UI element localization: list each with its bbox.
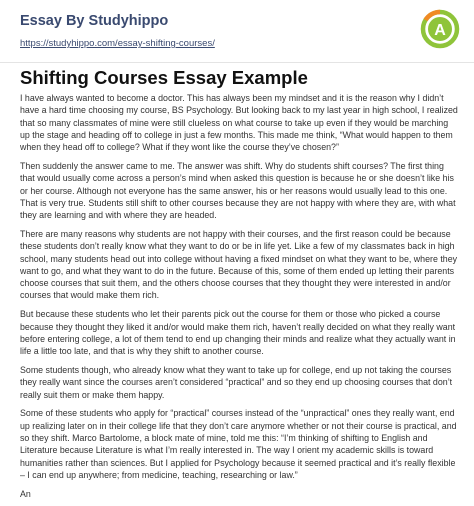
page-title: Shifting Courses Essay Example [20, 67, 308, 88]
paragraph: But because these students who let their parents pick out the course for them or those who picked a course because they thought they liked it and/or would make them rich, haven’t really decided on what they really want before entering college, a lot of them tend to end up changing their minds and realize what they actually want in life a little too late, and that is why they shift to another course. [20, 309, 456, 357]
paragraph: An [20, 488, 31, 499]
paragraph: Some of these students who apply for “practical” courses instead of the “unpractical” ones they really want, end up realizing later on in their college life that they don’t care anymore whether or not their course is practical, and so they shift. Marco Bartolome, a block mate of mine, told me this: “I’m thinking of shifting to English and Literature because Literature is what I’m really interested in. The way I orient my academic skills is toward humanities rather than sciences. But I applied for Psychology because it seemed practical and it’s really flexible – I can end up anywhere; from medicine, teaching, researching or law.” [20, 408, 457, 480]
paragraph: Some students though, who already know what they want to take up for college, end up not taking the courses they really want since the courses aren’t considered “practical” and so they end up choosing courses that don’t really suit them or make them happy. [20, 364, 453, 400]
paragraph: Then suddenly the answer came to me. The answer was shift. Why do students shift courses? The first thing that would usually come across a person’s mind when asked this question is because he or she doesn’t like his or her course. Although not everyone has the same answer, his or her reasons would usually lead to this one. That is very true. Students still shift to other courses because they are not happy with where they are, with what they are learning and with where they are headed. [20, 160, 456, 221]
essay-url-link[interactable]: https://studyhippo.com/essay-shifting-courses/ [20, 38, 215, 49]
paragraph: I have always wanted to become a doctor. This has always been my mindset and it is the reason why I didn’t have a hard time choosing my course, BS Psychology. But looking back to my last year in high school, I realized that so many classmates of mine were still clueless on what course to take up even if they would be marching up the stage and heading off to college in just a few months. This made me think, “What would happen to them when they head off to college? What if they wont like the course they’ve chosen?” [20, 93, 458, 153]
essay-body [20, 92, 460, 506]
paragraph: There are many reasons why students are not happy with their courses, and the first reason could be because these students don’t really know what they want to do or be in life yet. Like a few of my classmates back in high school, many students head out into college without having a fixed mindset on what they want to be, where they want to go, and what they want to do in the future. Because of this, some of them ended up letting their parents choose courses that suit them, and the others choose courses that they thought they were interested in and/or courses that would make them rich. [20, 228, 458, 301]
logo-letter: A [434, 22, 446, 39]
site-header [0, 0, 474, 63]
studyhippo-logo-icon[interactable] [420, 9, 460, 49]
brand-name[interactable]: Essay By Studyhippo [20, 13, 169, 29]
